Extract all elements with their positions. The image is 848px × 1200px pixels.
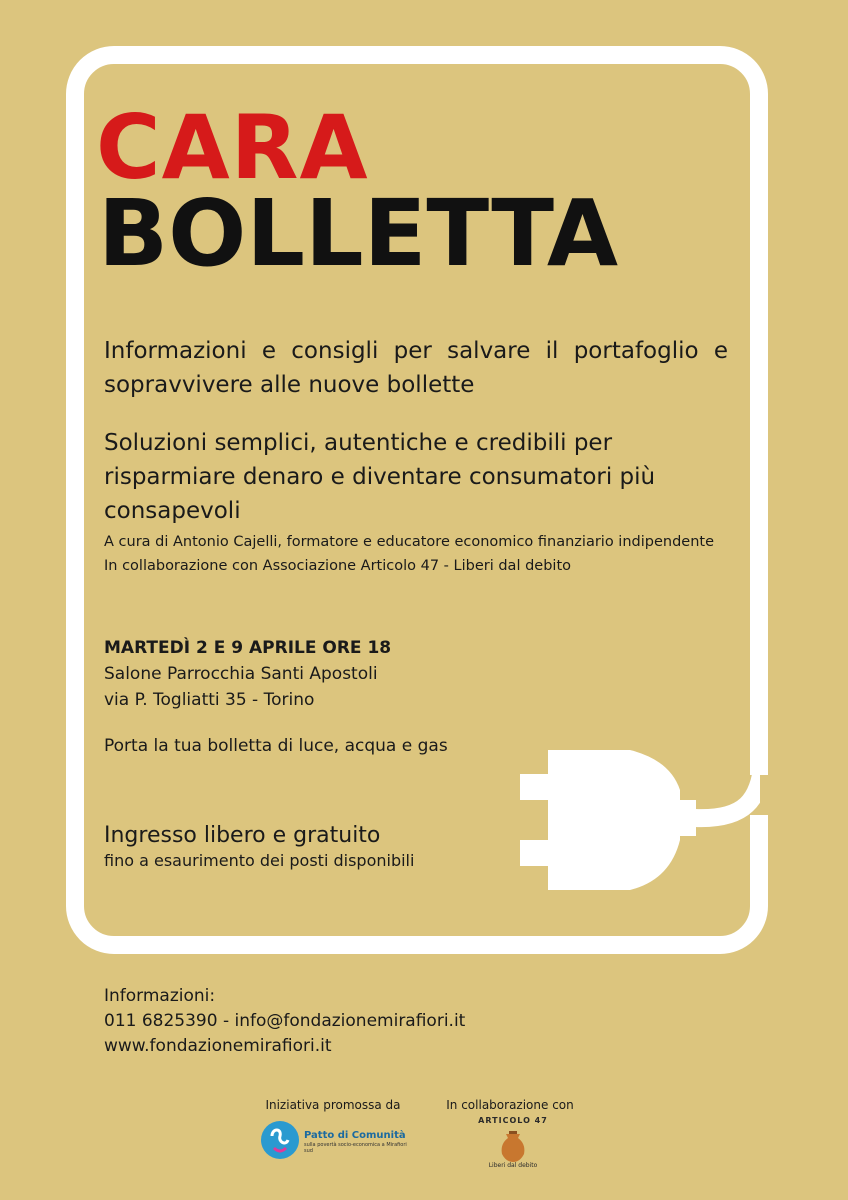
contact-label: Informazioni:	[104, 986, 216, 1006]
patto-di-comunita-logo	[260, 1118, 430, 1168]
title-bolletta: BOLLETTA	[98, 180, 619, 287]
patto-logo-icon	[260, 1118, 300, 1162]
credits-collaboration: In collaborazione con Associazione Articolo 47 - Liberi dal debito	[104, 558, 571, 574]
contact-website[interactable]: www.fondazionemirafiori.it	[104, 1036, 332, 1056]
plug-icon	[520, 720, 760, 920]
piggy-jar-icon	[498, 1128, 528, 1162]
intro-paragraph-1: Informazioni e consigli per salvare il portafoglio e sopravvivere alle nuove bollette	[104, 338, 728, 398]
event-venue: Salone Parrocchia Santi Apostoli	[104, 664, 378, 684]
collaboration-label: In collaborazione con	[446, 1098, 574, 1112]
event-bring-note: Porta la tua bolletta di luce, acqua e gas	[104, 736, 448, 756]
credits-author: A cura di Antonio Cajelli, formatore e educatore economico finanziario indipendente	[104, 534, 714, 550]
contact-phone-email[interactable]: 011 6825390 - info@fondazionemirafiori.it	[104, 1011, 466, 1031]
promoted-by-label: Iniziativa promossa da	[265, 1098, 401, 1112]
articolo-logo-name: ARTICOLO 47	[478, 1116, 548, 1125]
patto-logo-name: Patto di Comunità	[304, 1130, 406, 1141]
entry-note: fino a esaurimento dei posti disponibili	[104, 851, 415, 870]
articolo-logo-tagline: Liberi dal debito	[488, 1162, 538, 1169]
event-address: via P. Togliatti 35 - Torino	[104, 690, 315, 710]
event-date: MARTEDÌ 2 E 9 APRILE ORE 18	[104, 638, 392, 658]
entry-info	[104, 822, 414, 872]
contact-info	[104, 984, 465, 1059]
event-details	[104, 635, 391, 713]
patto-logo-sub: sulla povertà socio-economica a Mirafiori sud	[304, 1142, 407, 1154]
title-cara: CARA	[96, 96, 369, 199]
entry-main: Ingresso libero e gratuito	[104, 823, 381, 848]
articolo-47-logo	[458, 1116, 568, 1174]
intro-paragraph-2: Soluzioni semplici, autentiche e credibili per risparmiare denaro e diventare consumatori più consapevoli	[104, 430, 656, 524]
credits	[104, 530, 714, 578]
